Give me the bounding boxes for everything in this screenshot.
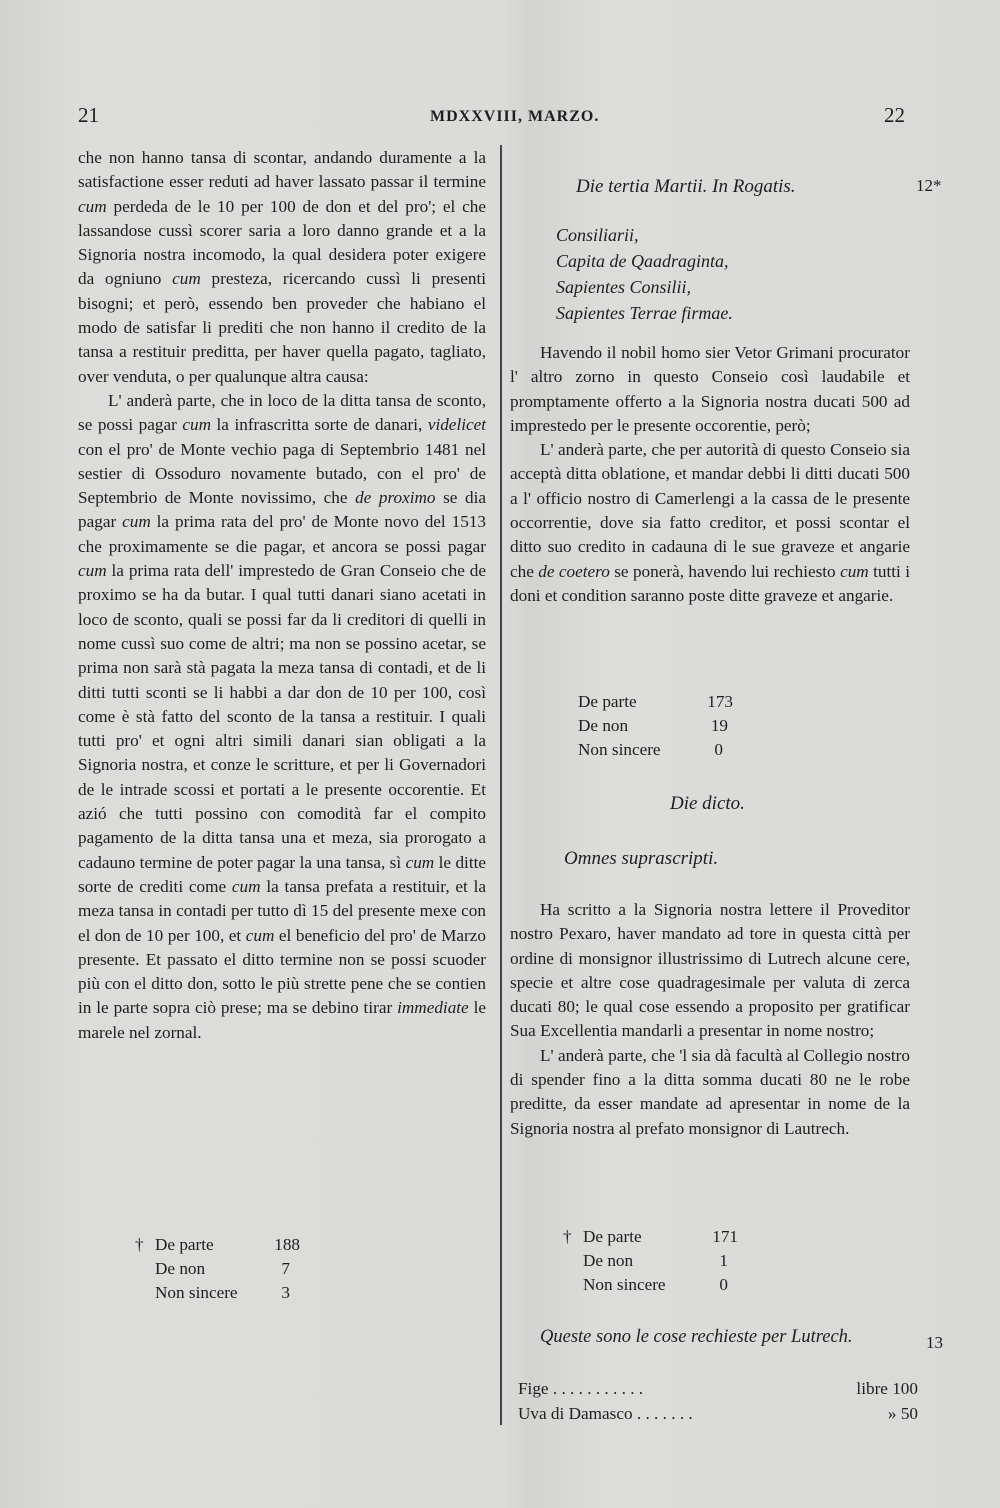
heading-die-tertia: Die tertia Martii. In Rogatis. [576,176,796,197]
right-column-bottom [510,898,910,1141]
heading-queste: Queste sono le cose rechieste per Lutrech. [540,1327,853,1347]
right-paragraph-3: Ha scritto a la Signoria nostra lettere il Proveditor nostro Pexaro, haver mandato ad tore in questa città per ordine di monsignor illustrissimo di Lutrech alcune cere, specie et altre cose quadragesimale per valuta di zerca ducati 80; le qual cose essendo a proposito per gratificar Sua Excellentia mandarli a presentar in nome nostro; [510,900,910,1041]
list-item: Uva di Damasco . . . . . . . » 50 [518,1404,918,1423]
list-item: Fige . . . . . . . . . . . libre 100 [518,1379,918,1398]
left-paragraph-2: L' anderà parte, che in loco de la ditta tansa de sconto, se possi pagar cum la infrascritta sorte de danari, videlicet con el pro' de Monte vechio paga di Septembrio 1481 nel sestier di Ossoduro novamente butado, con el pro' de Septembrio de Monte novissimo, che de proximo se dia pagar cum la prima rata del pro' de Monte novo del 1513 che proximamente se die pagar, et ancora se possi pagar cum la prima rata dell' imprestedo de Gran Conseio che de proximo se ha da butar. I qual tutti danari siano acetati in loco de sconto, quali se possi far da li creditori di quelli in nome cussì suo come de altri; ma non se possino acetar, se prima non sarà stà pagata la meza tansa di contadi, et de li ditti tutti sconti se li habbi a dar don de 10 per 100, così come è stà fatto del sconto de la tansa a restituir. I quali tutti pro' et ogni altri simili danari sian obligati a la Signoria nostra, et conze le scritture, et per li Governadori de le intrade scossi et portati a le presente occorentie. Et azió che tutti possino con comodità far el compito pagamento de la ditta tansa una et meza, sia prorogato a cadauno termine de poter pagar la una tansa, sì cum le ditte sorte de crediti come cum la tansa prefata a restituir, et la meza tansa in contadi per tutto dì 15 del presente mexe con el don de 10 per 100, et cum el beneficio del pro' de Marzo presente. Et passato el ditto termine non se possi scuoder più con el ditto don, sotto le più strette pene che se contien in le parte sopra ciò prese; ma se debino tirar immediate le marele nel zornal. [78,390,487,1042]
vote-row: Non sincere 0 [578,740,723,759]
cross-mark: † [563,1227,572,1246]
vote-row: † De parte 188 [135,1233,300,1257]
right-paragraph-1: Havendo il nobil homo sier Vetor Grimani procurator l' altro zorno in questo Conseio così laudabile et promptamente offerto a la Signoria nostra ducati 500 ad imprestedo per le presente occorentie, però; [510,343,910,435]
running-title: MDXXVIII, MARZO. [430,108,600,125]
items-list [518,1376,918,1426]
left-paragraph-1: che non hanno tansa di scontar, andando duramente a la satisfactione esser reduti ad haver lassato passar il termine cum perdeda de le 10 per 100 de don et del pro'; el che lassandose cussì scorer saria a loro danno grande et a la Signoria nostra incomodo, la qual desidera poter exigere da ogniuno cum presteza, ricercando cussì li presenti bisogni; et però, essendo ben proveder che habiano el modo de satisfar li prediti che non hanno il credito de la tansa a restituir preditta, per haver quella pagato, tagliato, over venduta, o per qualunque altra causa: [78,148,487,386]
margin-number-2: 13 [926,1333,943,1352]
vote-row: Non sincere 0 [583,1275,728,1294]
margin-number-1: 12* [916,176,942,195]
left-vote-tally [135,1233,300,1305]
vote-row: De non 7 [155,1259,290,1278]
officials-list: Consiliarii, Capita de Qaadraginta, Sapientes Consilii, Sapientes Terrae firmae. [556,225,733,323]
page-number-left: 21 [78,103,99,127]
right-vote-tally-1 [578,690,733,762]
right-paragraph-2: L' anderà parte, che per autorità di questo Conseio sia acceptà ditta oblatione, et mandar debbi li ditti ducati 500 a l' officio nostro di Camerlengi a la cassa de le presente occorrentie, dove sia fatto creditor, et possi scontar el ditto suo credito in cadauna di le sue graveze et angarie che de coetero se ponerà, havendo lui rechiesto cum tutti i doni et condition saranno poste ditte graveze et angarie. [510,440,911,605]
heading-die-dicto: Die dicto. [670,793,745,814]
vote-row: † De parte 171 [563,1225,738,1249]
vote-row: De non 1 [583,1251,728,1270]
vote-row: De non 19 [578,716,728,735]
cross-mark: † [135,1235,144,1254]
right-column-top [510,341,910,608]
vote-row: De parte 173 [578,692,733,711]
vote-row: Non sincere 3 [155,1283,290,1302]
right-vote-tally-2 [563,1225,738,1297]
heading-omnes: Omnes suprascripti. [564,848,719,869]
right-paragraph-4: L' anderà parte, che 'l sia dà facultà al Collegio nostro di spender fino a la ditta somma ducati 80 ne le robe preditte, da esser mandate ad apresentar in nome de la Signoria nostra al prefato monsignor di Lautrech. [510,1045,910,1138]
left-column [78,146,486,1045]
page-number-right: 22 [884,103,905,127]
column-divider [500,145,502,1425]
